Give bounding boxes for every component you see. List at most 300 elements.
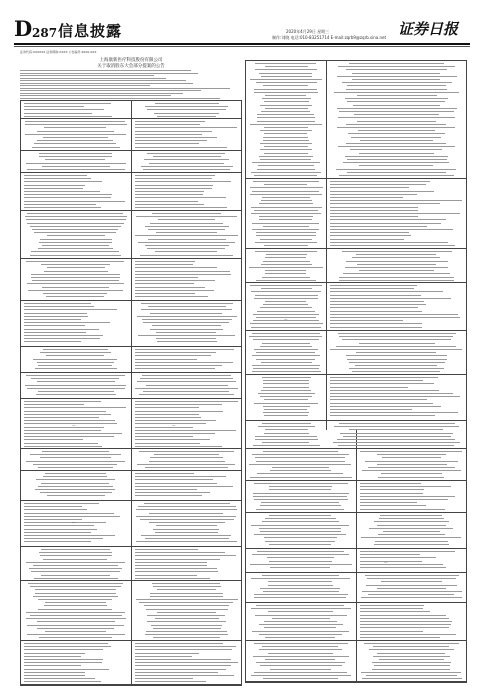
- text-line: [256, 235, 316, 236]
- text-line: [39, 156, 112, 157]
- text-line: [26, 612, 125, 613]
- text-line: [135, 436, 193, 437]
- text-line: [139, 451, 234, 452]
- text-line: [148, 239, 226, 240]
- text-line: [135, 433, 215, 434]
- text-line: [347, 159, 447, 160]
- text-line: [40, 492, 112, 493]
- text-line: [260, 307, 312, 308]
- text-line: [25, 216, 127, 217]
- text-line: [377, 588, 446, 589]
- text-line: [150, 329, 223, 330]
- text-line: [42, 245, 109, 246]
- text-line: [41, 483, 109, 484]
- text-line: [258, 426, 315, 427]
- text-line: [361, 672, 461, 673]
- text-line: [38, 467, 113, 468]
- table-rule: [245, 330, 467, 331]
- text-line: [25, 124, 127, 125]
- text-line: [330, 291, 443, 292]
- text-line: [343, 436, 451, 437]
- text-line: [263, 140, 309, 141]
- text-line: [34, 232, 116, 233]
- text-line: [254, 349, 318, 350]
- text-line: [31, 277, 120, 278]
- text-line: [24, 443, 98, 444]
- text-line: [359, 153, 434, 154]
- text-line: [330, 383, 434, 384]
- text-line: [139, 394, 234, 395]
- text-line: [374, 544, 449, 545]
- text-line: [135, 175, 215, 176]
- table-rule: [245, 178, 467, 179]
- text-line: [330, 323, 422, 324]
- table-rule: [245, 60, 467, 61]
- text-line: [135, 267, 217, 268]
- text-line: [24, 325, 85, 326]
- text-line: [156, 232, 217, 233]
- text-line: [372, 662, 451, 663]
- column-rule: [131, 100, 132, 685]
- text-line: [252, 355, 320, 356]
- text-line: [27, 213, 123, 214]
- text-line: [20, 80, 186, 81]
- page-number: 287: [32, 26, 58, 40]
- text-line: [360, 451, 462, 452]
- text-line: [135, 296, 208, 297]
- text-line: [330, 226, 427, 227]
- text-line: [33, 359, 117, 360]
- text-line: [152, 325, 221, 326]
- text-line: [20, 98, 220, 99]
- text-line: [20, 78, 166, 79]
- text-line: [369, 528, 453, 529]
- text-line: [135, 359, 197, 360]
- text-line: [268, 585, 333, 586]
- text-line: [347, 101, 445, 102]
- text-line: [252, 365, 320, 366]
- text-line: [135, 185, 213, 186]
- text-line: [360, 486, 451, 487]
- text-line: [24, 313, 87, 314]
- text-line: [375, 541, 448, 542]
- text-line: [26, 562, 125, 563]
- text-line: [135, 131, 212, 132]
- text-line: [345, 98, 448, 99]
- text-line: [368, 467, 455, 468]
- text-line: [136, 216, 237, 217]
- text-line: [352, 371, 440, 372]
- text-line: [42, 287, 109, 288]
- text-line: [135, 178, 212, 179]
- text-line: [253, 314, 319, 315]
- text-line: [45, 159, 105, 160]
- text-line: [347, 359, 447, 360]
- text-line: [39, 637, 112, 638]
- text-line: [136, 516, 236, 517]
- text-line: [257, 473, 343, 474]
- text-line: [28, 583, 123, 584]
- text-line: [141, 535, 231, 536]
- text-line: [269, 489, 331, 490]
- text-line: [330, 207, 418, 208]
- text-line: [24, 532, 91, 533]
- text-line: [24, 109, 104, 110]
- text-line: [365, 575, 459, 576]
- table-rule: [245, 374, 467, 375]
- text-line: [263, 591, 339, 592]
- text-line: [360, 564, 443, 565]
- text-line: [24, 436, 114, 437]
- text-line: [360, 496, 455, 497]
- text-line: [44, 271, 108, 272]
- text-line: [262, 575, 339, 576]
- text-line: [339, 336, 453, 337]
- text-line: [360, 611, 430, 612]
- text-line: [135, 368, 215, 369]
- text-line: [251, 608, 351, 609]
- text-line: [135, 201, 198, 202]
- text-line: [44, 127, 106, 128]
- text-line: [379, 659, 444, 660]
- text-line: [259, 219, 312, 220]
- text-line: [147, 615, 225, 616]
- text-line: [330, 311, 422, 312]
- text-line: [24, 303, 91, 304]
- text-line: [255, 63, 316, 64]
- text-line: [262, 423, 311, 424]
- text-line: [135, 555, 236, 556]
- text-line: [261, 111, 310, 112]
- text-line: [254, 594, 348, 595]
- text-line: [34, 143, 116, 144]
- text-line: [251, 675, 351, 676]
- text-line: [27, 169, 125, 170]
- text-line: [330, 239, 404, 240]
- empty-cell-marker: —: [72, 520, 76, 524]
- text-line: [24, 338, 100, 339]
- text-line: [268, 653, 333, 654]
- text-line: [254, 89, 317, 90]
- text-line: [155, 618, 219, 619]
- column-rule: [356, 430, 357, 682]
- text-line: [24, 319, 81, 320]
- text-line: [24, 113, 92, 114]
- text-line: [135, 411, 223, 412]
- text-line: [254, 210, 318, 211]
- text-line: [252, 631, 349, 632]
- text-line: [360, 634, 456, 635]
- text-line: [35, 593, 116, 594]
- text-line: [24, 427, 104, 428]
- stock-code-line: 证券代码:XXXXXX 证券简称:XXXX 公告编号:2020-XXX: [20, 50, 97, 54]
- text-line: [24, 439, 83, 440]
- text-line: [254, 92, 318, 93]
- text-line: [272, 618, 330, 619]
- text-line: [142, 319, 232, 320]
- text-line: [24, 538, 103, 539]
- text-line: [24, 675, 85, 676]
- text-line: [250, 285, 322, 286]
- text-line: [155, 532, 218, 533]
- text-line: [153, 637, 220, 638]
- text-line: [24, 681, 101, 682]
- text-line: [263, 226, 309, 227]
- text-line: [20, 85, 150, 86]
- text-line: [27, 634, 125, 635]
- text-line: [153, 529, 219, 530]
- text-line: [135, 678, 193, 679]
- text-line: [43, 137, 108, 138]
- text-line: [261, 200, 312, 201]
- text-line: [339, 423, 455, 424]
- text-line: [24, 116, 112, 117]
- text-line: [253, 339, 319, 340]
- text-line: [360, 557, 436, 558]
- text-line: [262, 521, 339, 522]
- text-line: [254, 483, 348, 484]
- text-line: [35, 589, 116, 590]
- text-line: [330, 184, 426, 185]
- text-line: [135, 355, 211, 356]
- text-line: [254, 298, 318, 299]
- text-line: [146, 609, 228, 610]
- text-line: [135, 365, 222, 366]
- text-line: [24, 659, 103, 660]
- text-line: [330, 409, 412, 410]
- text-line: [149, 513, 223, 514]
- text-line: [358, 130, 435, 131]
- text-line: [349, 368, 444, 369]
- text-line: [40, 239, 112, 240]
- column-rule: [326, 60, 327, 430]
- text-line: [46, 296, 104, 297]
- text-line: [26, 163, 126, 164]
- text-line: [24, 306, 94, 307]
- text-line: [135, 649, 232, 650]
- text-line: [135, 675, 234, 676]
- text-line: [46, 355, 104, 356]
- text-line: [260, 505, 341, 506]
- text-line: [38, 609, 112, 610]
- article-headline: 关于取消股东大会部分提案的公告: [97, 64, 165, 69]
- text-line: [29, 568, 122, 569]
- text-line: [24, 204, 96, 205]
- text-line: [265, 270, 306, 271]
- text-line: [270, 669, 331, 670]
- text-line: [264, 409, 307, 410]
- text-line: [262, 377, 311, 378]
- text-line: [330, 399, 427, 400]
- text-line: [330, 235, 411, 236]
- text-line: [41, 264, 110, 265]
- text-line: [360, 551, 455, 552]
- text-line: [252, 371, 321, 372]
- text-line: [263, 451, 338, 452]
- text-line: [263, 383, 309, 384]
- text-line: [261, 362, 312, 363]
- text-line: [250, 124, 322, 125]
- text-line: [270, 470, 331, 471]
- text-line: [337, 127, 455, 128]
- text-line: [156, 338, 216, 339]
- text-line: [330, 380, 423, 381]
- text-line: [262, 277, 310, 278]
- text-line: [251, 578, 350, 579]
- text-line: [20, 90, 201, 91]
- text-line: [347, 85, 446, 86]
- text-line: [264, 101, 309, 102]
- text-line: [330, 229, 453, 230]
- text-line: [260, 665, 342, 666]
- text-line: [144, 605, 229, 606]
- text-line: [255, 69, 317, 70]
- text-line: [330, 317, 460, 318]
- text-line: [269, 561, 332, 562]
- text-line: [37, 628, 114, 629]
- text-line: [330, 242, 448, 243]
- text-line: [135, 446, 222, 447]
- text-line: [262, 197, 310, 198]
- text-line: [342, 82, 452, 83]
- text-line: [259, 203, 313, 204]
- text-line: [135, 646, 236, 647]
- text-line: [359, 165, 433, 166]
- text-line: [149, 522, 225, 523]
- text-line: [45, 602, 106, 603]
- text-line: [263, 412, 309, 413]
- text-line: [32, 280, 119, 281]
- text-line: [360, 608, 423, 609]
- text-line: [378, 534, 445, 535]
- text-line: [20, 93, 183, 94]
- text-line: [330, 203, 440, 204]
- text-line: [250, 79, 322, 80]
- text-line: [356, 352, 436, 353]
- text-line: [135, 578, 210, 579]
- text-line: [360, 615, 446, 616]
- text-line: [262, 646, 338, 647]
- text-line: [148, 229, 225, 230]
- text-line: [251, 172, 321, 173]
- text-line: [135, 659, 231, 660]
- text-line: [43, 293, 107, 294]
- text-line: [330, 390, 439, 391]
- text-line: [24, 185, 85, 186]
- editor-contact: 制作:刘晓 电话:010-83251714 E-mail:zqrb9@zqrb.sina.net: [272, 35, 387, 40]
- text-line: [146, 631, 227, 632]
- text-line: [27, 283, 124, 284]
- text-line: [135, 552, 225, 553]
- text-line: [268, 611, 333, 612]
- masthead: [0, 0, 484, 44]
- newspaper-logo: 证券日报: [398, 20, 459, 38]
- text-line: [24, 197, 111, 198]
- text-line: [252, 223, 319, 224]
- text-line: [45, 631, 106, 632]
- text-line: [360, 502, 417, 503]
- text-line: [33, 565, 118, 566]
- text-line: [135, 264, 193, 265]
- text-line: [261, 76, 312, 77]
- text-line: [135, 420, 216, 421]
- text-line: [26, 461, 125, 462]
- text-line: [135, 349, 234, 350]
- text-line: [337, 439, 455, 440]
- text-line: [25, 385, 126, 386]
- text-line: [330, 307, 418, 308]
- text-line: [135, 235, 238, 236]
- text-line: [265, 257, 306, 258]
- text-line: [135, 124, 200, 125]
- text-line: [264, 621, 337, 622]
- text-line: [135, 362, 233, 363]
- text-line: [35, 368, 117, 369]
- text-line: [250, 194, 322, 195]
- text-line: [369, 649, 454, 650]
- text-line: [269, 486, 332, 487]
- text-line: [135, 656, 192, 657]
- text-line: [260, 143, 312, 144]
- text-line: [252, 333, 320, 334]
- text-line: [24, 529, 97, 530]
- text-line: [41, 549, 110, 550]
- text-line: [251, 291, 321, 292]
- text-line: [330, 412, 458, 413]
- text-line: [330, 327, 422, 328]
- text-line: [381, 581, 442, 582]
- text-line: [330, 304, 426, 305]
- text-line: [35, 489, 115, 490]
- text-line: [24, 407, 126, 408]
- text-line: [20, 83, 193, 84]
- text-line: [364, 643, 459, 644]
- text-line: [135, 404, 222, 405]
- text-line: [260, 105, 312, 106]
- text-line: [43, 476, 107, 477]
- text-line: [265, 301, 306, 302]
- text-line: [157, 341, 217, 342]
- text-line: [340, 433, 453, 434]
- text-line: [152, 583, 220, 584]
- text-line: [24, 201, 125, 202]
- text-line: [150, 457, 223, 458]
- text-line: [140, 378, 233, 379]
- text-line: [353, 105, 440, 106]
- text-line: [24, 335, 103, 336]
- text-line: [349, 362, 445, 363]
- text-line: [145, 538, 229, 539]
- text-line: [257, 121, 315, 122]
- text-line: [135, 669, 226, 670]
- text-line: [362, 470, 461, 471]
- text-line: [135, 568, 217, 569]
- text-line: [265, 273, 306, 274]
- text-line: [260, 130, 312, 131]
- text-line: [338, 333, 456, 334]
- text-line: [348, 133, 445, 134]
- text-line: [360, 637, 440, 638]
- text-line: [24, 420, 115, 421]
- text-line: [24, 191, 100, 192]
- text-line: [330, 349, 462, 350]
- article-heading: [20, 50, 242, 70]
- text-line: [27, 625, 124, 626]
- text-line: [349, 429, 443, 430]
- text-line: [339, 280, 454, 281]
- text-line: [136, 599, 238, 600]
- text-line: [380, 515, 442, 516]
